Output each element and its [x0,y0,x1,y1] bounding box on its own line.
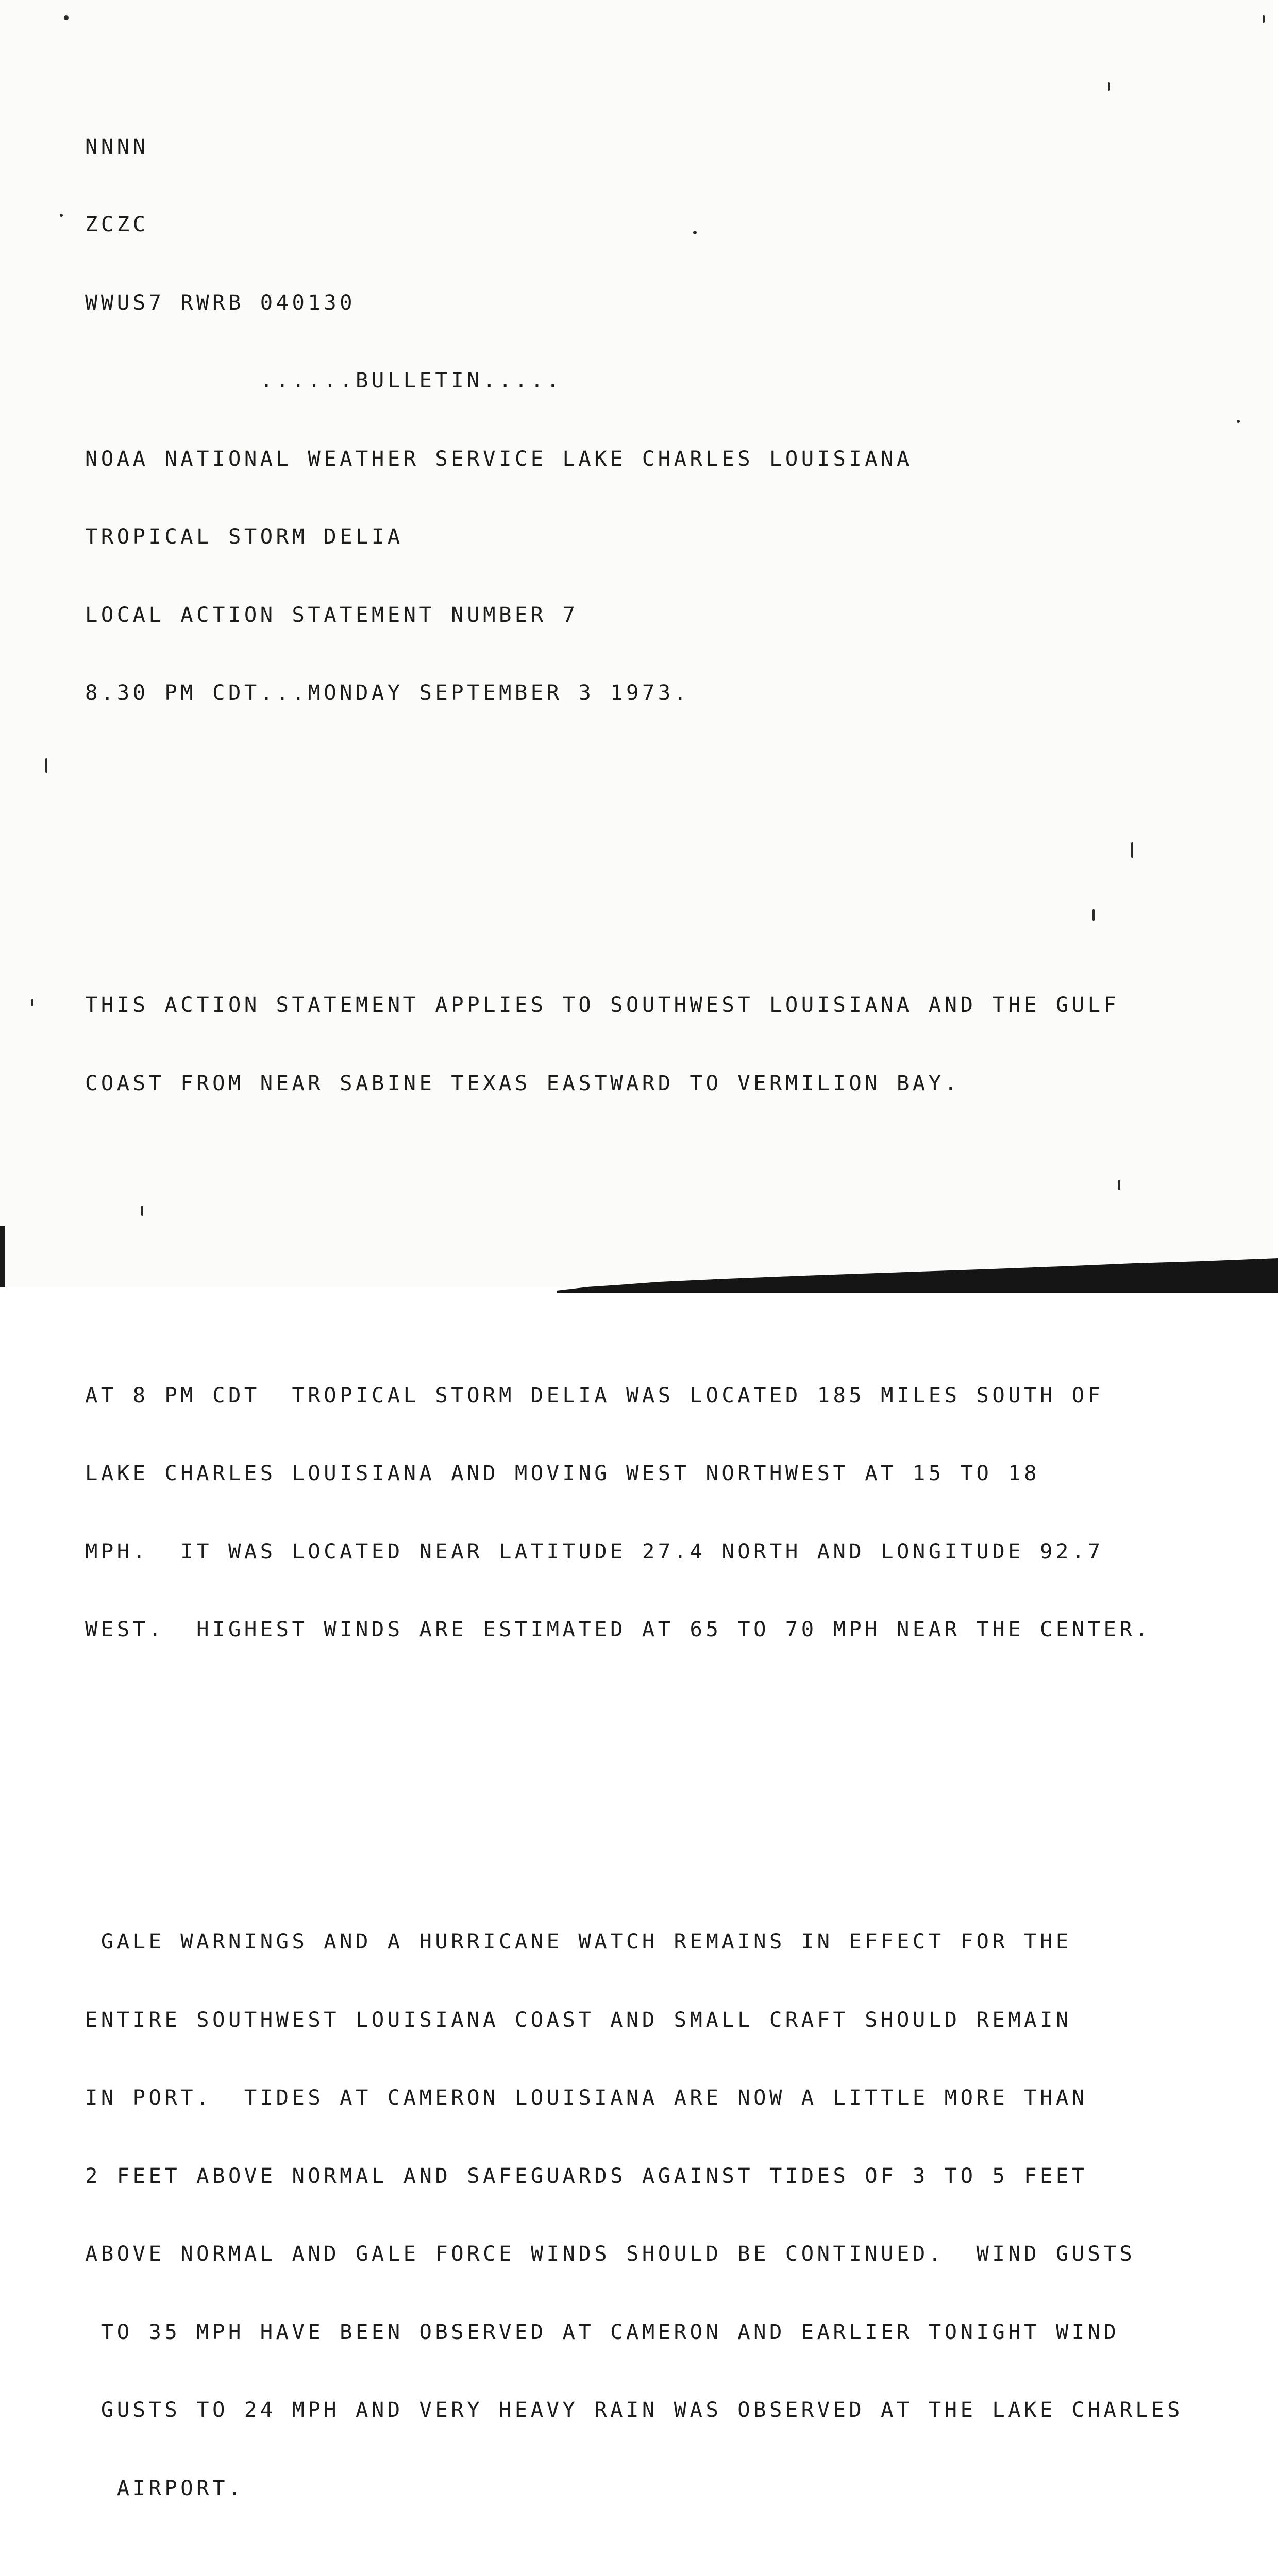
text-line: IN PORT. TIDES AT CAMERON LOUISIANA ARE NOW A LITTLE MORE THAN [85,2085,1088,2110]
scan-edge [0,1226,5,1287]
scan-speck [693,231,697,234]
scan-speck [1118,1180,1120,1190]
text-line: ENTIRE SOUTHWEST LOUISIANA COAST AND SMALL CRAFT SHOULD REMAIN [85,2007,1072,2032]
scan-speck [31,999,33,1006]
header-line: WWUS7 RWRB 040130 [85,290,356,315]
text-line: GALE WARNINGS AND A HURRICANE WATCH REMAINS IN EFFECT FOR THE [85,1929,1072,1954]
scan-speck [60,214,63,217]
text-line: COAST FROM NEAR SABINE TEXAS EASTWARD TO VERMILION BAY. [85,1070,961,1095]
scan-speck [141,1206,143,1216]
text-line: AIRPORT. [85,2475,244,2500]
bulletin-banner: ......BULLETIN..... [85,368,563,393]
paragraph-warnings [85,1876,1234,2553]
scan-speck [1131,842,1133,858]
paragraph-location [85,1330,1234,1694]
scan-speck [64,15,69,20]
scan-speck [1092,909,1095,921]
text-line: LAKE CHARLES LOUISIANA AND MOVING WEST NORTHWEST AT 15 TO 18 [85,1461,1040,1485]
text-line: GUSTS TO 24 MPH AND VERY HEAVY RAIN WAS OBSERVED AT THE LAKE CHARLES [85,2397,1183,2422]
storm-name: TROPICAL STORM DELIA [85,524,403,549]
issue-time: 8.30 PM CDT...MONDAY SEPTEMBER 3 1973. [85,680,690,705]
header-line: ZCZC [85,212,149,236]
text-line: MPH. IT WAS LOCATED NEAR LATITUDE 27.4 NORTH AND LONGITUDE 92.7 [85,1538,1104,1564]
scan-speck [1263,15,1265,23]
scan-speck [45,758,47,773]
statement-number: LOCAL ACTION STATEMENT NUMBER 7 [85,602,579,627]
paragraph-area [85,940,1234,1148]
paragraph-gap [85,836,1234,862]
issuing-office: NOAA NATIONAL WEATHER SERVICE LAKE CHARLES LOUISIANA [85,446,913,471]
text-line: THIS ACTION STATEMENT APPLIES TO SOUTHWEST LOUISIANA AND THE GULF [85,992,1120,1017]
paragraph-gap [85,1226,1234,1252]
text-line: ABOVE NORMAL AND GALE FORCE WINDS SHOULD BE CONTINUED. WIND GUSTS [85,2241,1136,2266]
text-line: 2 FEET ABOVE NORMAL AND SAFEGUARDS AGAINST TIDES OF 3 TO 5 FEET [85,2163,1088,2188]
text-line: TO 35 MPH HAVE BEEN OBSERVED AT CAMERON AND EARLIER TONIGHT WIND [85,2319,1120,2344]
scan-speck [1108,82,1110,91]
text-line: AT 8 PM CDT TROPICAL STORM DELIA WAS LOCATED 185 MILES SOUTH OF [85,1382,1104,1408]
scan-edge-shadow [557,1252,1278,1293]
paragraph-gap [85,1772,1234,1799]
bulletin-header [85,81,1234,758]
text-line: WEST. HIGHEST WINDS ARE ESTIMATED AT 65 TO 70 MPH NEAR THE CENTER. [85,1617,1152,1641]
scan-speck [1237,420,1240,423]
header-line: NNNN [85,133,149,159]
